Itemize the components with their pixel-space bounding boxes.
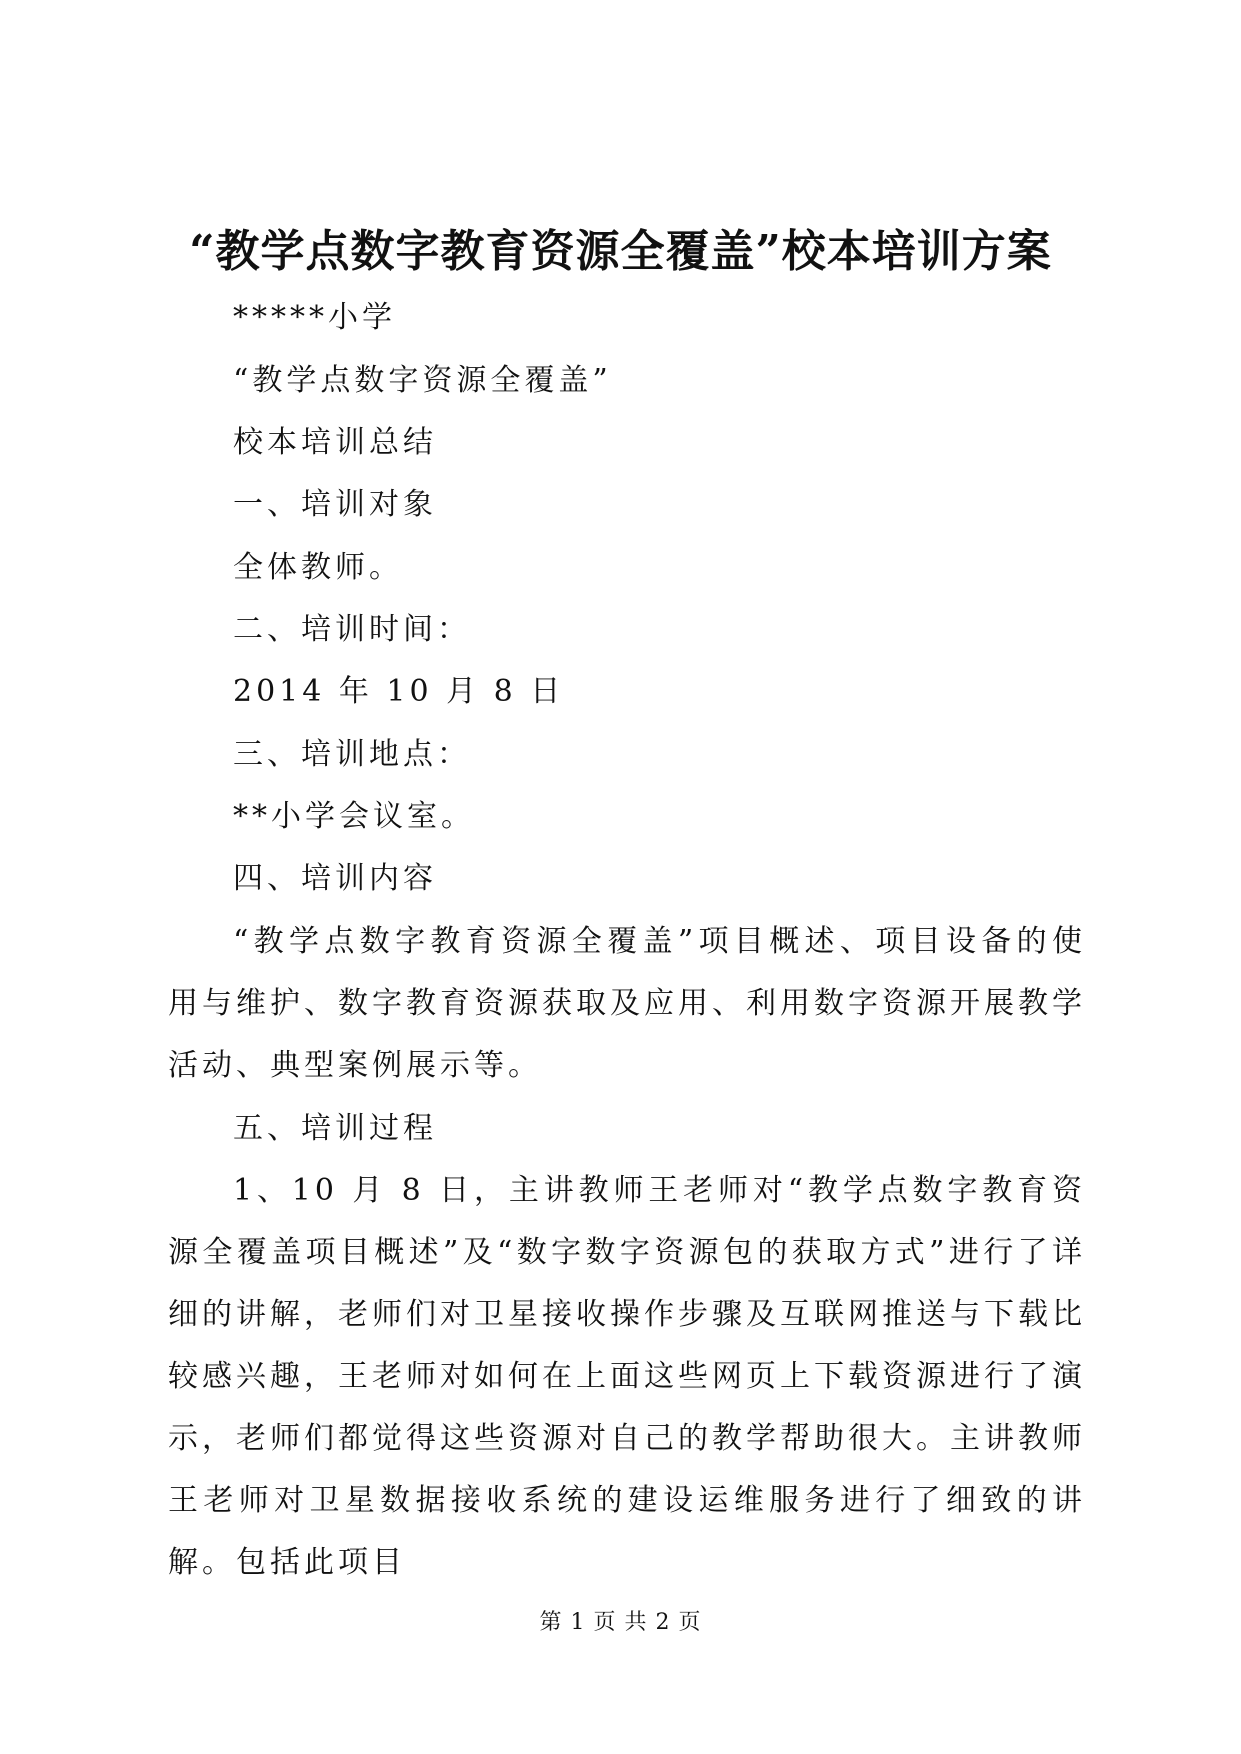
content-paragraph: “教学点数字教育资源全覆盖”项目概述、项目设备的使用与维护、数字教育资源获取及应用、利用数字资源开展教学活动、典型案例展示等。 <box>168 924 1086 1083</box>
section-heading-participants: 一、培训对象 <box>233 487 437 522</box>
location-text: **小学会议室。 <box>233 799 475 834</box>
school-name-line: *****小学 <box>233 300 396 335</box>
section-heading-content: 四、培训内容 <box>233 861 437 896</box>
section-heading-process: 五、培训过程 <box>233 1111 437 1146</box>
summary-heading-line: 校本培训总结 <box>233 425 437 460</box>
subtitle-line: “教学点数字资源全覆盖” <box>233 363 612 398</box>
document-title: “教学点数字教育资源全覆盖”校本培训方案 <box>189 226 1052 277</box>
section-heading-location: 三、培训地点： <box>233 737 471 772</box>
process-paragraph: 1、10 月 8 日，主讲教师王老师对“教学点数字教育资源全覆盖项目概述”及“数字数字资源包的获取方式”进行了详细的讲解，老师们对卫星接收操作步骤及互联网推送与下载比较感兴趣，王老师对如何在上面这些网页上下载资源进行了演示，老师们都觉得这些资源对自己的教学帮助很大。主讲教师王老师对卫星数据接收系统的建设运维服务进行了细致的讲解。包括此项目 <box>168 1173 1086 1580</box>
section-heading-time: 二、培训时间： <box>233 612 471 647</box>
page-footer: 第 1 页 共 2 页 <box>539 1610 702 1635</box>
time-text: 2014 年 10 月 8 日 <box>233 674 565 709</box>
participants-text: 全体教师。 <box>233 550 403 585</box>
